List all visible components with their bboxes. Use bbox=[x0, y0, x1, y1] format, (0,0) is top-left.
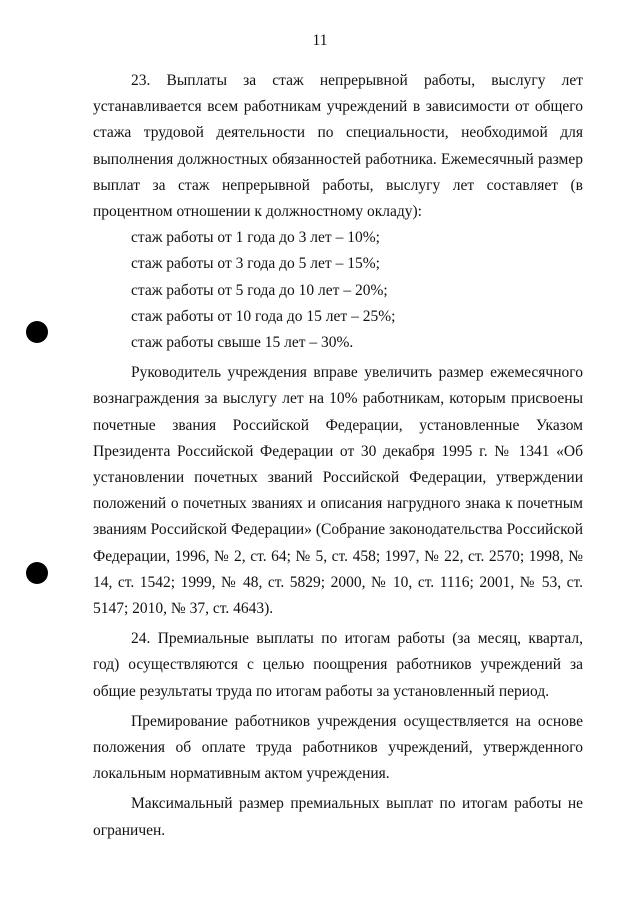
list-item: стаж работы свыше 15 лет – 30%. bbox=[131, 334, 354, 352]
list-item: стаж работы от 10 года до 15 лет – 25%; bbox=[131, 307, 396, 325]
paragraph-honorary-titles: Руководитель учреждения вправе увеличить размер ежемесячного вознаграждения за выслугу лет на 10% работникам, которым присвоены почетные звания Российской Федерации, установленные Указом Президента Российской Федерации от 30 декабря 1995 г. № 1341 «Об установлении почетных званий Российской Федерации, утверждении положений о почетных званиях и описания нагрудного знака к почетным званиям Российской Федерации» (Собрание законодательства Российской Федерации, 1996, № 2, ст. 64; № 5, ст. 458; 1997, № 22, ст. 2570; 1998, № 14, ст. 1542; 1999, № 48, ст. 5829; 2000, № 10, ст. 1116; 2001, № 53, ст. 5147; 2010, № 37, ст. 4643). bbox=[93, 364, 583, 618]
punch-hole-mark bbox=[26, 562, 48, 584]
list-item: стаж работы от 5 года до 10 лет – 20%; bbox=[131, 281, 388, 299]
paragraph-24-bonus-payments: 24. Премиальные выплаты по итогам работы (за месяц, квартал, год) осуществляются с целью поощрения работников учреждений за общие результаты труда по итогам работы за установленный период. bbox=[93, 630, 583, 700]
punch-hole-mark bbox=[26, 321, 48, 343]
paragraph-23-seniority-payments: 23. Выплаты за стаж непрерывной работы, выслугу лет устанавливается всем работникам учреждений в зависимости от общего стажа трудовой деятельности по специальности, необходимой для выполнения должностных обязанностей работника. Ежемесячный размер выплат за стаж непрерывной работы, выслугу лет составляет (в процентном отношении к должностному окладу): bbox=[93, 72, 583, 221]
page-number: 11 bbox=[312, 32, 328, 49]
document-body bbox=[93, 68, 583, 844]
list-item: стаж работы от 1 года до 3 лет – 10%; bbox=[131, 229, 380, 247]
seniority-rate-list bbox=[93, 225, 583, 356]
paragraph-bonus-maximum: Максимальный размер премиальных выплат по итогам работы не ограничен. bbox=[93, 795, 583, 839]
paragraph-bonus-regulation: Премирование работников учреждения осуществляется на основе положения об оплате труда работников учреждений, утвержденного локальным нормативным актом учреждения. bbox=[93, 712, 583, 783]
list-item: стаж работы от 3 года до 5 лет – 15%; bbox=[131, 255, 380, 273]
